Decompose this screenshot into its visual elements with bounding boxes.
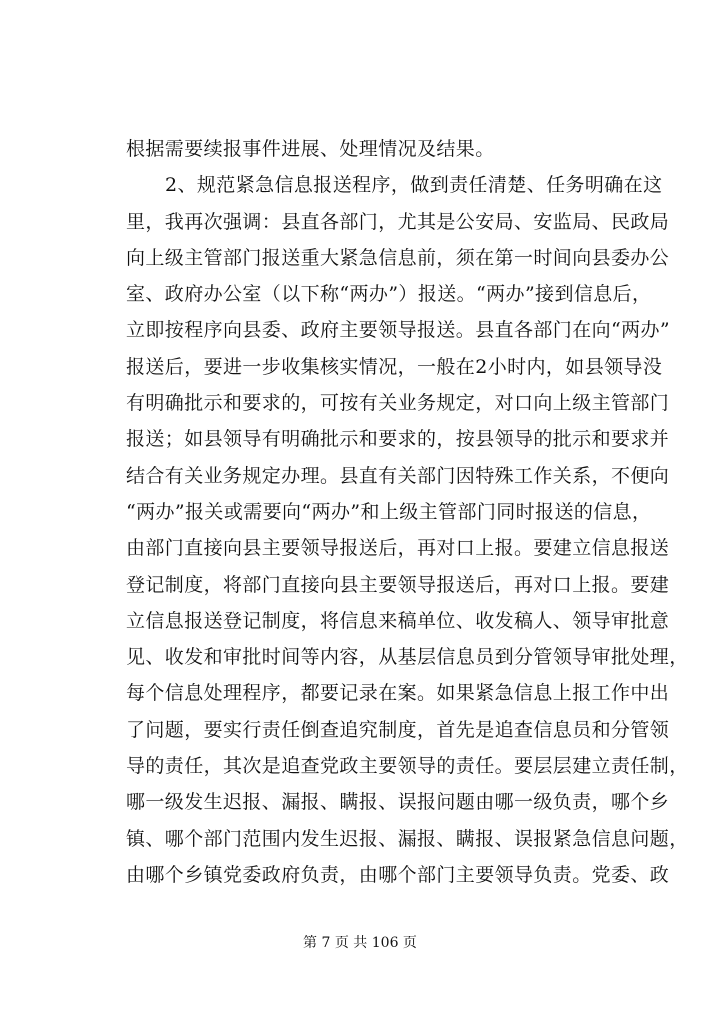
text-line: 登记制度，将部门直接向县主要领导报送后，再对口上报。要建 bbox=[126, 573, 670, 596]
text-line: 了问题，要实行责任倒查追究制度，首先是追查信息员和分管领 bbox=[126, 718, 670, 741]
text-line: “两办”报关或需要向“两办”和上级主管部门同时报送的信息， bbox=[126, 500, 652, 523]
page-number-footer: 第 7 页 共 106 页 bbox=[303, 935, 417, 951]
paragraph-start-line: 2、规范紧急信息报送程序，做到责任清楚、任务明确在这 bbox=[165, 174, 663, 197]
text-line: 立信息报送登记制度，将信息来稿单位、收发稿人、领导审批意 bbox=[126, 609, 670, 632]
text-line: 立即按程序向县委、政府主要领导报送。县直各部门在向“两办” bbox=[126, 319, 671, 342]
text-line: 结合有关业务规定办理。县直有关部门因特殊工作关系，不便向 bbox=[126, 464, 670, 487]
text-line: 导的责任，其次是追查党政主要领导的责任。要层层建立责任制， bbox=[126, 755, 689, 778]
text-line: 根据需要续报事件进展、处理情况及结果。 bbox=[126, 138, 495, 160]
text-line: 报送后，要进一步收集核实情况，一般在2小时内，如县领导没 bbox=[126, 355, 663, 378]
text-line: 哪一级发生迟报、漏报、瞒报、误报问题由哪一级负责，哪个乡 bbox=[126, 791, 670, 814]
text-line: 由部门直接向县主要领导报送后，再对口上报。要建立信息报送 bbox=[126, 537, 670, 560]
text-line: 由哪个乡镇党委政府负责，由哪个部门主要领导负责。党委、政 bbox=[126, 863, 670, 886]
document-body bbox=[126, 131, 689, 893]
text-line: 向上级主管部门报送重大紧急信息前，须在第一时间向县委办公 bbox=[126, 246, 670, 269]
text-line: 每个信息处理程序，都要记录在案。如果紧急信息上报工作中出 bbox=[126, 682, 670, 705]
text-line: 报送；如县领导有明确批示和要求的，按县领导的批示和要求并 bbox=[126, 428, 670, 451]
text-line: 镇、哪个部门范围内发生迟报、漏报、瞒报、误报紧急信息问题， bbox=[126, 827, 689, 850]
text-line: 里，我再次强调：县直各部门，尤其是公安局、安监局、民政局 bbox=[126, 210, 670, 233]
text-line: 见、收发和审批时间等内容，从基层信息员到分管领导审批处理， bbox=[126, 646, 689, 669]
text-line: 有明确批示和要求的，可按有关业务规定，对口向上级主管部门 bbox=[126, 392, 670, 415]
text-line: 室、政府办公室（以下称“两办”）报送。“两办”接到信息后， bbox=[126, 283, 652, 306]
